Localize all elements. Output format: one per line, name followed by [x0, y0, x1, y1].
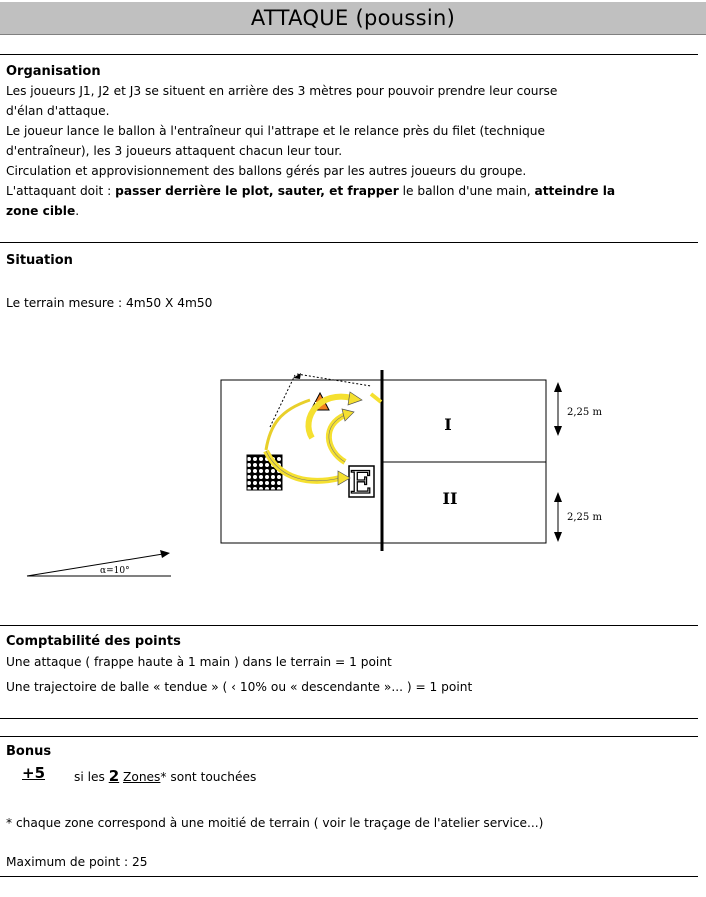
divider: [0, 54, 698, 55]
rule-mid: le ballon d'une main,: [398, 184, 535, 198]
bonus-text: [74, 767, 256, 785]
divider: [0, 736, 698, 737]
max-points: Maximum de point : 25: [6, 855, 148, 869]
bonus-note: * chaque zone correspond à une moitié de terrain ( voir le traçage de l'atelier service...): [6, 816, 544, 830]
divider: [0, 625, 698, 626]
divider: [0, 242, 698, 243]
organisation-line-1: Les joueurs J1, J2 et J3 se situent en arrière des 3 mètres pour pouvoir prendre leur course: [6, 84, 558, 98]
dimension-arrow-bottom: [554, 492, 562, 542]
bonus-text-prefix: si les: [74, 770, 109, 784]
points-line-1: Une attaque ( frappe haute à 1 main ) dans le terrain = 1 point: [6, 655, 392, 669]
situation-heading: Situation: [6, 253, 73, 268]
bonus-value: +5: [22, 764, 46, 782]
organisation-rule-line: [6, 184, 615, 198]
coach-label: E: [349, 465, 373, 501]
angle-ray: [27, 554, 163, 576]
organisation-line-2: d'élan d'attaque.: [6, 104, 110, 118]
zone-2-label: II: [442, 489, 458, 508]
organisation-line-5: Circulation et approvisionnement des ballons gérés par les autres joueurs du groupe.: [6, 164, 527, 178]
coach-icon: [349, 465, 374, 501]
organisation-rule-line-2: [6, 204, 79, 218]
dimension-label-bottom: 2,25 m: [567, 512, 602, 523]
attack-mark: [371, 394, 381, 402]
ball-arrowhead: [338, 471, 350, 485]
page-title: ATTAQUE (poussin): [0, 2, 706, 35]
attack-path-arrow: [266, 397, 352, 450]
angle-label: α=10°: [100, 566, 130, 576]
bonus-zones-number: 2: [108, 767, 120, 785]
relance-arrowhead: [342, 409, 354, 421]
organisation-line-3: Le joueur lance le ballon à l'entraîneur qui l'attrape et le relance près du filet (technique: [6, 124, 545, 138]
divider: [0, 876, 698, 877]
court-diagram: [0, 330, 706, 590]
rule-emphasis-1: passer derrière le plot, sauter, et frapper: [115, 184, 399, 198]
divider: [0, 718, 698, 719]
points-heading: Comptabilité des points: [6, 634, 181, 649]
relance-arrow: [329, 415, 345, 462]
bonus-text-suffix: * sont touchées: [160, 770, 257, 784]
organisation-line-4: d'entraîneur), les 3 joueurs attaquent chacun leur tour.: [6, 144, 343, 158]
attack-arrowhead: [348, 392, 362, 405]
rule-prefix: L'attaquant doit :: [6, 184, 116, 198]
angle-arrowhead: [160, 550, 170, 558]
terrain-size: Le terrain mesure : 4m50 X 4m50: [6, 296, 213, 310]
dimension-arrow-top: [554, 382, 562, 436]
dimension-label-top: 2,25 m: [567, 407, 602, 418]
players-group-icon: [247, 455, 282, 490]
zone-1-label: I: [444, 415, 452, 434]
bonus-zones-word: Zones: [123, 770, 161, 784]
pass-line: [270, 375, 295, 427]
rule-emphasis-3: zone cible: [6, 204, 76, 218]
organisation-heading: Organisation: [6, 64, 101, 79]
rule-end: .: [75, 204, 80, 218]
points-line-2: Une trajectoire de balle « tendue » ( ‹ 10% ou « descendante »... ) = 1 point: [6, 680, 473, 694]
bonus-heading: Bonus: [6, 744, 52, 759]
rule-emphasis-2: atteindre la: [534, 184, 616, 198]
